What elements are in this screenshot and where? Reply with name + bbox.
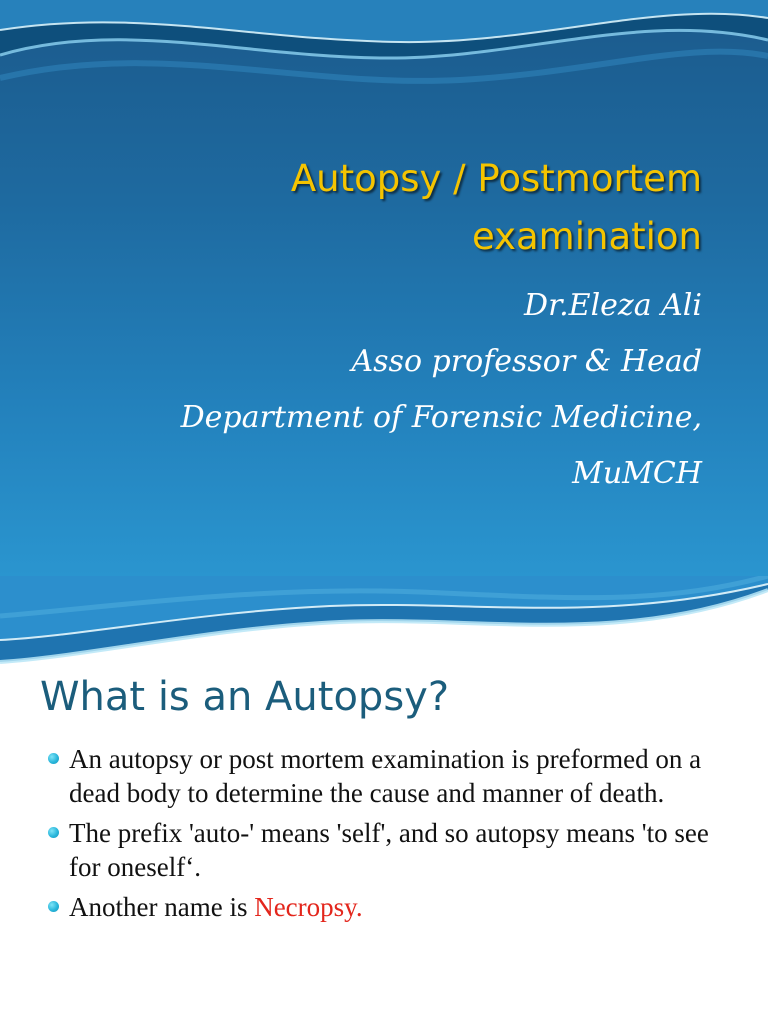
title-line-2: examination xyxy=(471,215,702,258)
title-line-1: Autopsy / Postmortem xyxy=(290,157,702,200)
list-item xyxy=(48,890,738,924)
decorative-wave-banner xyxy=(0,576,768,666)
author-department: Department of Forensic Medicine, xyxy=(180,400,702,435)
content-slide xyxy=(0,576,768,1024)
author-position: Asso professor & Head xyxy=(351,344,702,379)
slide-heading: What is an Autopsy? xyxy=(40,674,450,720)
author-institution: MuMCH xyxy=(572,456,702,491)
bullet-text: An autopsy or post mortem examination is preformed on a dead body to determine the cause and manner of death. xyxy=(69,744,702,808)
bullet-list xyxy=(48,742,738,930)
bullet-icon xyxy=(48,753,59,764)
list-item xyxy=(48,742,738,810)
presentation-title xyxy=(62,150,702,266)
list-item xyxy=(48,816,738,884)
author-name: Dr.Eleza Ali xyxy=(524,288,702,323)
highlighted-term: Necropsy. xyxy=(254,892,363,922)
bullet-icon xyxy=(48,901,59,912)
decorative-wave-banner xyxy=(0,0,768,110)
bullet-text: The prefix 'auto-' means 'self', and so autopsy means 'to see for oneself‘. xyxy=(69,818,709,882)
presenter-block xyxy=(42,278,702,502)
bullet-icon xyxy=(48,827,59,838)
bullet-text: Another name is xyxy=(69,892,255,922)
